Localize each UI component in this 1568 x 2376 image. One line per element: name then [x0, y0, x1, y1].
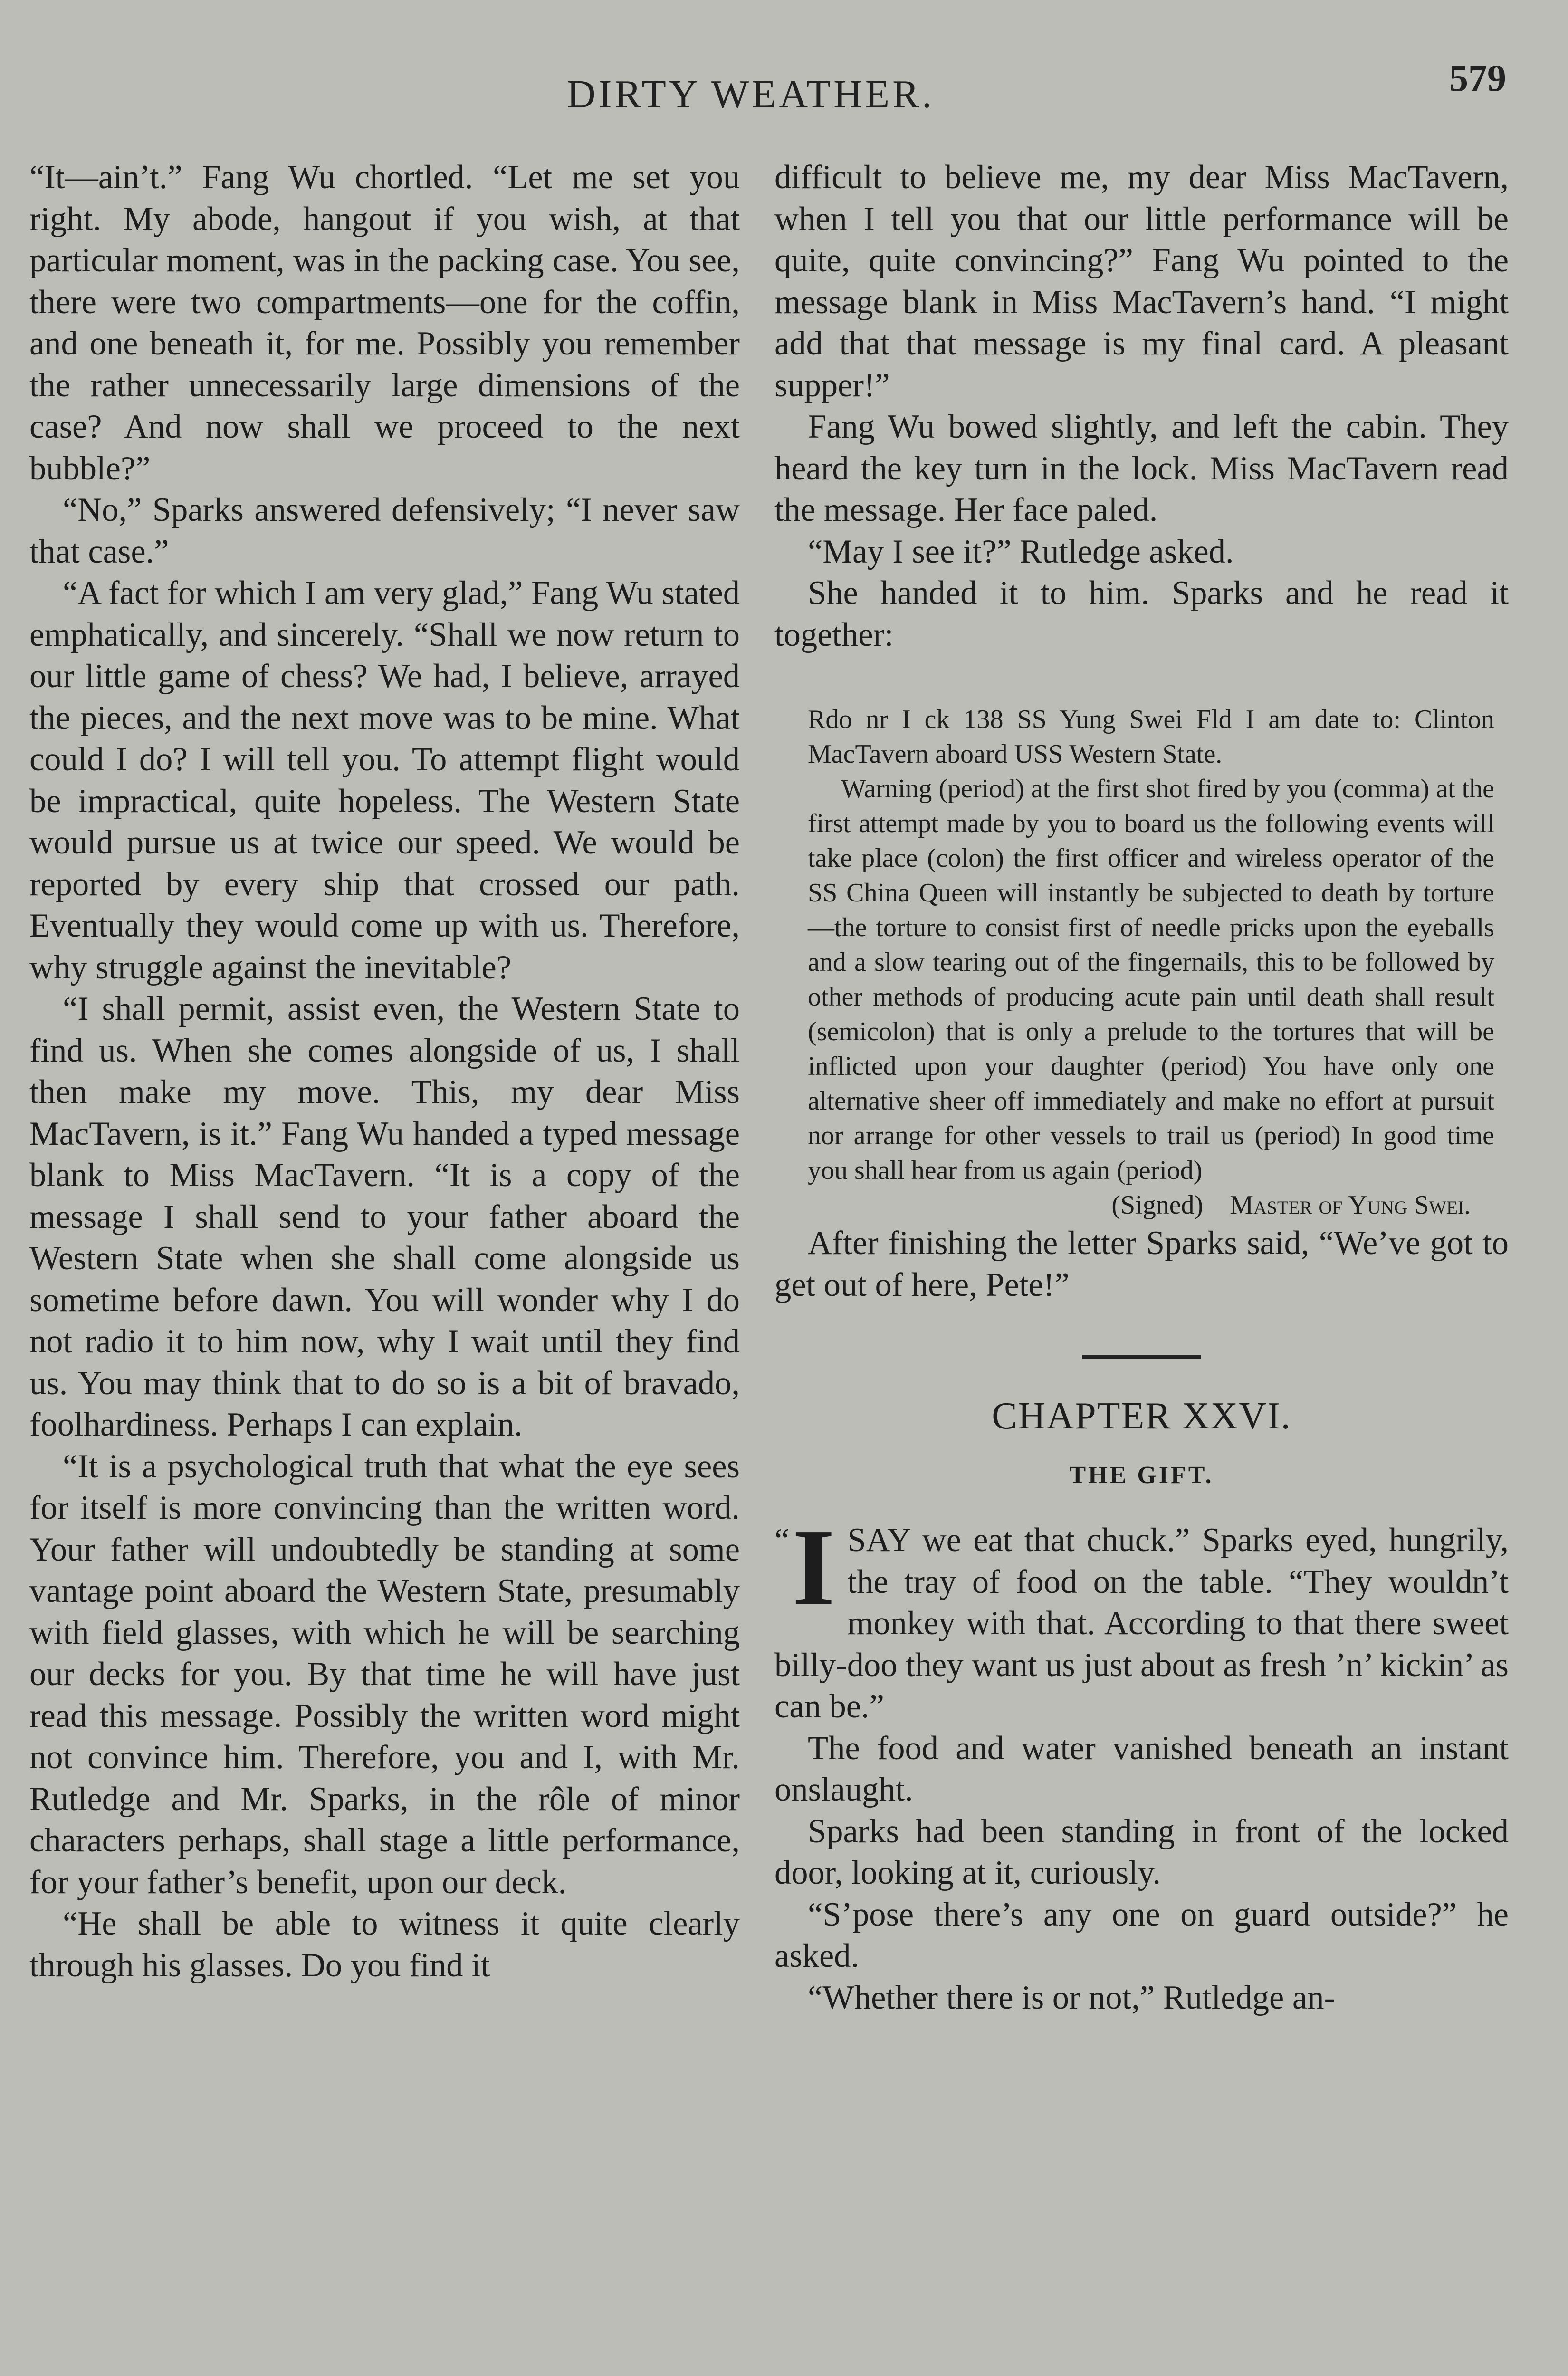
message-body: Warning (period) at the first shot fired by you (comma) at the first attempt made by you to board us the following events will take place (colon) the first officer and wireless operator of the SS China Queen will instantly be subjected to death by torture—the torture to consist first of needle pricks upon the eyeballs and a slow tearing out of the fingernails, this to be followed by other methods of producing acute pain until death shall result (semicolon) that is only a prelude to the tortures that will be inflicted upon your daughter (period) You have only one alternative sheer off immediately and make no effort at pursuit nor arrange for other vessels to trail us (period) In good time you shall hear from us again (period): [808, 774, 1494, 1185]
running-title: DIRTY WEATHER.: [566, 72, 935, 116]
paragraph: “It—ain’t.” Fang Wu chortled. “Let me set you right. My abode, hangout if you wish, at that particular moment, was in the packing case. You see, there were two compartments—one for the coffin, and one beneath it, for me. Possibly you remember the rather unnecessarily large dimensions of the case? And now shall we proceed to the next bubble?”: [29, 159, 740, 487]
paragraph: “A fact for which I am very glad,” Fang Wu stated emphatically, and sincerely. “Shall we now return to our little game of chess? We had, I believe, arrayed the pieces, and the next move was to be mine. What could I do? I will tell you. To attempt flight would be impractical, quite hopeless. The Western State would pursue us at twice our speed. We would be reported by every ship that crossed our path. Eventually they would come up with us. Therefore, why struggle against the inevitable?: [29, 575, 740, 986]
right-column: [774, 157, 1509, 2019]
opening-quote-mark: “: [774, 1522, 790, 1559]
paragraph: “May I see it?” Rutledge asked.: [808, 533, 1234, 570]
signed-name: Master of Yung Swei.: [1230, 1190, 1471, 1220]
message-signature: [808, 1188, 1494, 1223]
paragraph: The food and water vanished beneath an instant onslaught.: [774, 1729, 1509, 1808]
chapter-opening: [774, 1506, 1509, 1728]
paragraph: difficult to believe me, my dear Miss MacTavern, when I tell you that our little performance will be quite, quite convincing?” Fang Wu pointed to the message blank in Miss MacTavern’s hand. “I might add that that message is my final card. A pleasant supper!”: [774, 159, 1509, 404]
message-header: Rdo nr I ck 138 SS Yung Swei Fld I am date to: Clinton MacTavern aboard USS Western State.: [808, 705, 1494, 769]
paragraph: SAY we eat that chuck.” Sparks eyed, hungrily, the tray of food on the table. “They wouldn’t monkey with that. According to that there sweet billy-doo they want us just about as fresh ’n’ kickin’ as can be.”: [774, 1522, 1509, 1725]
paragraph: “It is a psychological truth that what the eye sees for itself is more convincing than the written word. Your father will undoubtedly be standing at some vantage point aboard the Western State, presumably with field glasses, with which he will be searching our decks for you. By that time he will have just read this message. Possibly the written word might not convince him. Therefore, you and I, with Mr. Rutledge and Mr. Sparks, in the rôle of minor characters perhaps, shall stage a little performance, for your father’s benefit, upon our deck.: [29, 1447, 740, 1901]
drop-cap: I: [792, 1506, 835, 1629]
paragraph: Sparks had been standing in front of the locked door, looking at it, curiously.: [774, 1812, 1509, 1891]
paragraph: “Whether there is or not,” Rutledge an-: [808, 1979, 1335, 2016]
page-number: 579: [1449, 57, 1506, 99]
section-divider: [1082, 1355, 1201, 1359]
signed-label: (Signed): [1111, 1190, 1204, 1220]
chapter-subtitle: THE GIFT.: [1069, 1462, 1214, 1489]
paragraph: “He shall be able to witness it quite clearly through his glasses. Do you find it: [29, 1905, 740, 1984]
paragraph: She handed it to him. Sparks and he read it together:: [774, 575, 1509, 653]
paragraph: “No,” Sparks answered defensively; “I never saw that case.”: [29, 491, 740, 570]
left-column: [29, 157, 740, 1986]
chapter-title: CHAPTER XXVI.: [992, 1395, 1291, 1437]
paragraph: “I shall permit, assist even, the Western State to find us. When she comes alongside of us, I shall then make my move. This, my dear Miss MacTavern, is it.” Fang Wu handed a typed message blank to Miss MacTavern. “It is a copy of the message I shall send to your father aboard the Western State when she shall come alongside us sometime before dawn. You will wonder why I do not radio it to him now, why I wait until they find us. You may think that to do so is a bit of bravado, foolhardiness. Perhaps I can explain.: [29, 990, 740, 1443]
paragraph: Fang Wu bowed slightly, and left the cabin. They heard the key turn in the lock. Miss MacTavern read the message. Her face paled.: [774, 408, 1509, 528]
typed-message: [808, 702, 1494, 1223]
paragraph: After finishing the letter Sparks said, “We’ve got to get out of here, Pete!”: [774, 1225, 1509, 1303]
paragraph: “S’pose there’s any one on guard outside?” he asked.: [774, 1896, 1509, 1974]
